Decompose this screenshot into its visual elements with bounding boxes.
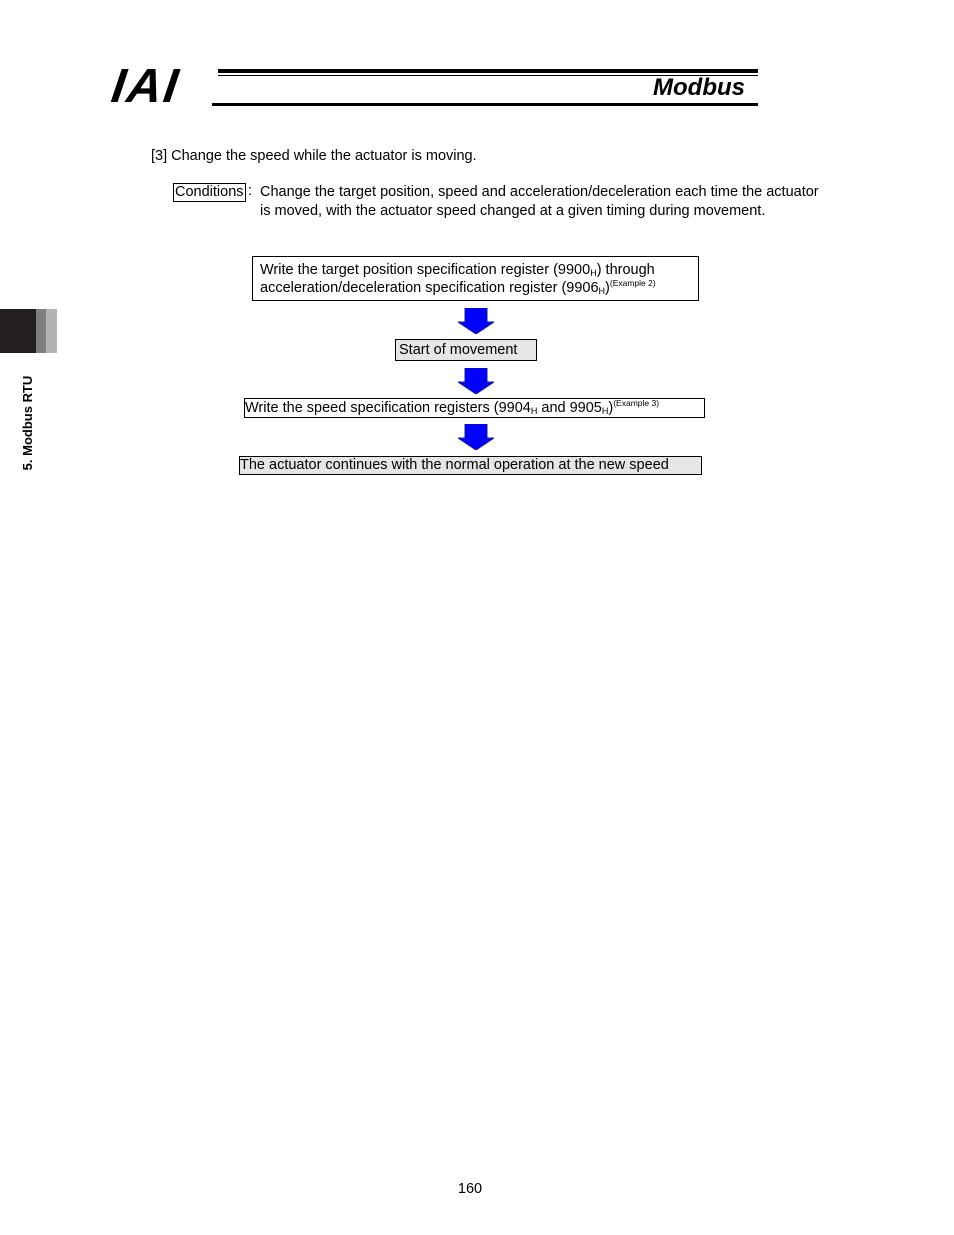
page-number: 160 (457, 1181, 483, 1197)
conditions-colon: : (248, 183, 253, 199)
step3-example-note: (Example 3) (613, 398, 660, 408)
side-tab-marker-dark (0, 309, 36, 353)
side-chapter-label: 5. Modbus RTU (20, 375, 35, 471)
step1-line1-subscript: H (590, 268, 597, 278)
step1-line1-text: Write the target position specification register (9900 (260, 262, 591, 278)
flow-arrow-down-icon (458, 308, 494, 334)
step3-subscript-1: H (530, 406, 538, 416)
flow-step-write-registers (252, 256, 699, 301)
flow-step1-line1 (260, 261, 690, 279)
side-tab-marker-light (46, 309, 57, 353)
flow-arrow-down-icon (458, 368, 494, 394)
step1-example-note: (Example 2) (609, 278, 656, 288)
header-title: Modbus (653, 74, 745, 101)
step1-line1-text-end: ) through (596, 262, 655, 278)
flow-step-write-speed-registers (244, 398, 705, 418)
iai-logo: IAI (108, 60, 184, 113)
conditions-label: Conditions (175, 184, 244, 200)
step1-line2-text: acceleration/deceleration specification register (9906 (260, 280, 599, 296)
conditions-text: Change the target position, speed and acceleration/deceleration each time the actuator is moved, with the actuator speed changed at a given timing during movement. (260, 184, 819, 219)
step1-line2-subscript: H (598, 286, 606, 296)
flow-step1-line2 (260, 279, 690, 297)
step1-line2-text-end: ) (605, 280, 610, 296)
section-heading: [3] Change the speed while the actuator is moving. (151, 148, 477, 164)
flow-step-continue-operation: The actuator continues with the normal operation at the new speed (239, 456, 702, 475)
step3-text: Write the speed specification registers (9904 (245, 400, 531, 416)
step3-subscript-2: H (601, 406, 609, 416)
step3-text-mid: and 9905 (537, 400, 602, 416)
side-tab-marker-mid (36, 309, 46, 353)
flow-arrow-down-icon (458, 424, 494, 450)
flow-step-start-movement: Start of movement (395, 339, 537, 361)
step3-text-end: ) (608, 400, 614, 416)
header-rule-bottom (212, 103, 758, 106)
header-rule-top (218, 69, 758, 73)
